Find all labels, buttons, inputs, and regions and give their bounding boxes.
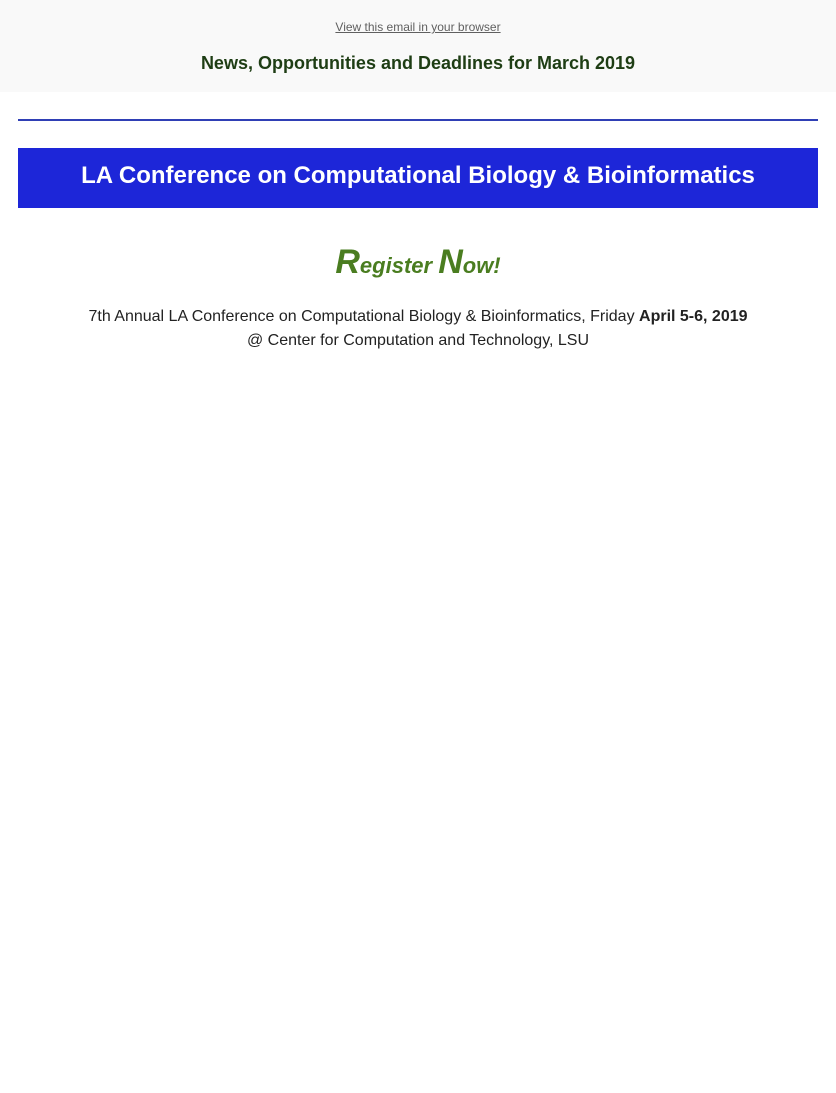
register-r-cap: R — [335, 243, 360, 281]
event-description-line — [0, 305, 836, 329]
register-n-rest: ow! — [462, 253, 501, 278]
preheader — [0, 0, 836, 92]
event-dates: April 5-6, 2019 — [639, 308, 748, 325]
register-r-rest: egister — [359, 253, 439, 278]
register-now-heading[interactable] — [0, 240, 836, 291]
register-n-cap: N — [438, 243, 463, 281]
event-venue: @ Center for Computation and Technology, LSU — [246, 332, 590, 349]
banner-title: LA Conference on Computational Biology & Bioinformatics — [81, 162, 755, 189]
view-in-browser-link[interactable]: View this email in your browser — [335, 20, 501, 34]
divider — [18, 119, 818, 121]
event-description: 7th Annual LA Conference on Computational Biology & Bioinformatics, Friday — [88, 308, 640, 325]
conference-banner — [18, 148, 818, 208]
event-details — [0, 305, 836, 353]
newsletter-title: News, Opportunities and Deadlines for March 2019 — [200, 53, 636, 73]
